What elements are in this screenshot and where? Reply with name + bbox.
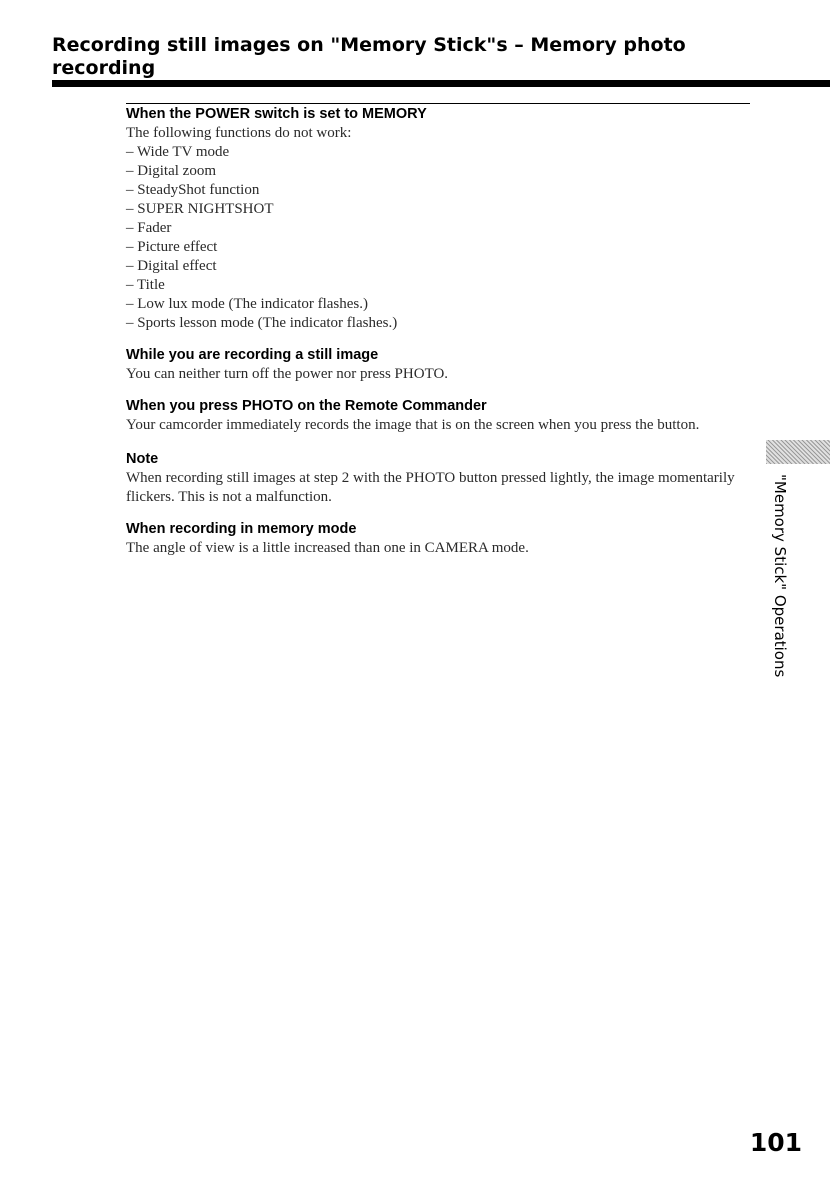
section-note: [126, 449, 750, 507]
list-item: – Sports lesson mode (The indicator flashes.): [126, 315, 398, 331]
list-item: – Picture effect: [126, 239, 218, 255]
title-underline-rule: [52, 80, 830, 87]
section-body-remote-commander: Your camcorder immediately records the image that is on the screen when you press the button.: [126, 417, 700, 433]
note-heading: Note: [126, 451, 159, 467]
section-heading-power-switch: When the POWER switch is set to MEMORY: [126, 106, 427, 122]
page-title: Recording still images on "Memory Stick"s – Memory photo recording: [52, 34, 686, 79]
list-item: – Low lux mode (The indicator flashes.): [126, 296, 369, 312]
section-heading-while-recording: While you are recording a still image: [126, 347, 379, 363]
list-item: – SteadyShot function: [126, 182, 260, 198]
list-item: – Digital zoom: [126, 163, 216, 179]
section-power-switch: [126, 104, 750, 333]
list-item: – Fader: [126, 220, 172, 236]
page-number: 101: [749, 1128, 802, 1157]
list-item: – Wide TV mode: [126, 144, 230, 160]
section-body-memory-mode: The angle of view is a little increased than one in CAMERA mode.: [126, 540, 529, 556]
section-intro-power-switch: The following functions do not work:: [126, 125, 352, 141]
list-item: – SUPER NIGHTSHOT: [126, 201, 274, 217]
section-memory-mode: [126, 519, 750, 558]
list-item: – Title: [126, 277, 165, 293]
section-body-while-recording: You can neither turn off the power nor press PHOTO.: [126, 366, 449, 382]
disabled-functions-list: [126, 143, 750, 333]
page-content: [126, 102, 750, 558]
list-item: – Digital effect: [126, 258, 217, 274]
section-heading-memory-mode: When recording in memory mode: [126, 521, 357, 537]
section-while-recording: [126, 345, 750, 384]
note-body: When recording still images at step 2 with the PHOTO button pressed lightly, the image momentarily flickers. This is not a malfunction.: [126, 470, 735, 505]
section-remote-commander: [126, 396, 750, 435]
chapter-tab-marker: [766, 440, 830, 464]
section-heading-remote-commander: When you press PHOTO on the Remote Commander: [126, 398, 487, 414]
chapter-side-label: "Memory Stick" Operations: [771, 474, 789, 678]
